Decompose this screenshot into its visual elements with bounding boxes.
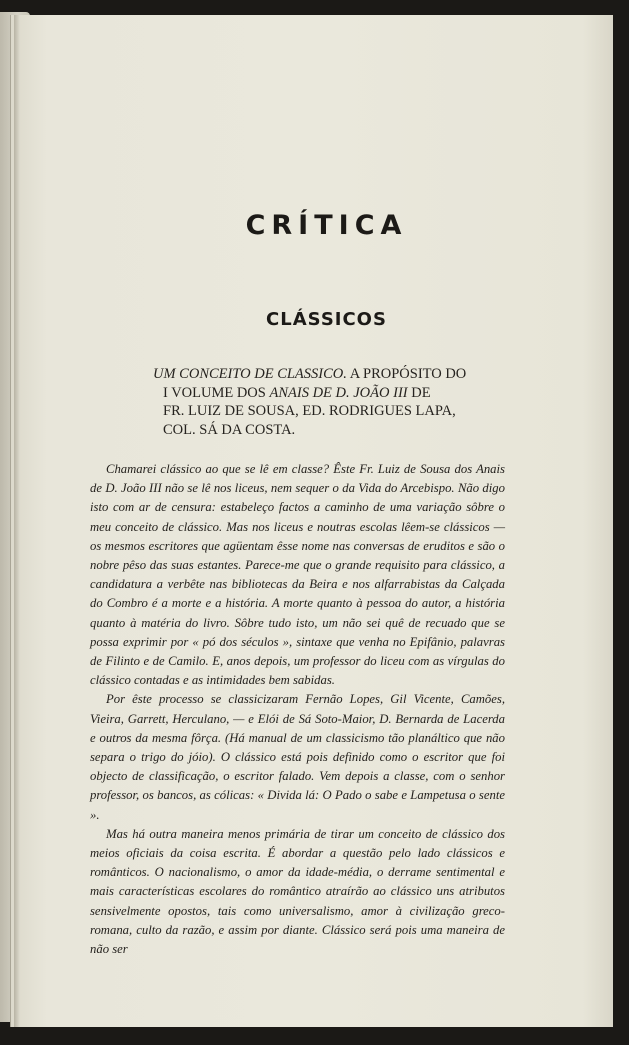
heading-line-3: FR. LUIZ DE SOUSA, ED. RODRIGUES LAPA, (163, 403, 456, 419)
heading-line-1: UM CONCEITO DE CLASSICO. A PROPÓSITO DO (153, 366, 467, 382)
heading-line-2: I VOLUME DOS ANAIS DE D. JOÃO III DE (163, 384, 431, 401)
page-title: CRÍTICA (245, 210, 408, 241)
review-heading (153, 365, 505, 439)
paragraph-2: Por êste processo se classicizaram Fernão Lopes, Gil Vicente, Camões, Vieira, Garrett, Herculano, — e Elói de Sá Soto-Maior, D. Bernarda de Lacerda e outros da mesma fôrça. (Há manual de um classicismo tão planáltico que não separa o trigo do jóio). O clássico está pois definido como o escritor que foi objecto de classificação, o escritor falado. Vem depois a classe, com o senhor professor, os bancos, as cólicas: « Divida lá: O Pado o sabe e Lampetusa o sente ». (90, 692, 505, 822)
article-body (90, 460, 505, 959)
page-gutter-shadow (14, 15, 20, 1027)
heading-line-4: COL. SÁ DA COSTA. (163, 421, 296, 438)
section-title: CLÁSSICOS (266, 309, 387, 330)
paragraph-1: Chamarei clássico ao que se lê em classe? Êste Fr. Luiz de Sousa dos Anais de D. João III não se lê nos liceus, nem sequer o da Vida do Arcebispo. Não digo isto com ar de censura: estabeleço factos a caminho de uma variação sôbre o meu conceito de clássico. Mas nos liceus e noutras escolas lêem-se clássicos — os mesmos escritores que agüentam êsse nome nas conversas de eruditos e são o nobre pêso das suas estantes. Parece-me que o grande requisito para clássico, a candidatura a verbête nas bibliotecas da Beira e nos alfarrabistas da Calçada do Combro é a morte e a história. A morte quanto à pessoa do autor, a história quanto à matéria do livro. Sôbre tudo isto, um não sei quê de recuado que se possa exprimir por « pó dos séculos », sintaxe que venha no Epifânio, palavras de Filinto e de Camilo. E, anos depois, um professor do liceu com as vírgulas do clássico contadas e as intimidades bem sabidas. (90, 462, 505, 688)
paragraph-3: Mas há outra maneira menos primária de tirar um conceito de clássico dos meios oficiais da coisa escrita. É abordar a questão pelo lado clássicos e românticos. O nacionalismo, o amor da idade-média, o derrame sentimental e mais características escolares do romântico atraírão ao clássico uns atributos sensivelmente opostos, tais como universalismo, amor à civilização greco-romana, culto da razão, e assim por diante. Clássico será pois uma maneira de não ser (90, 826, 505, 957)
